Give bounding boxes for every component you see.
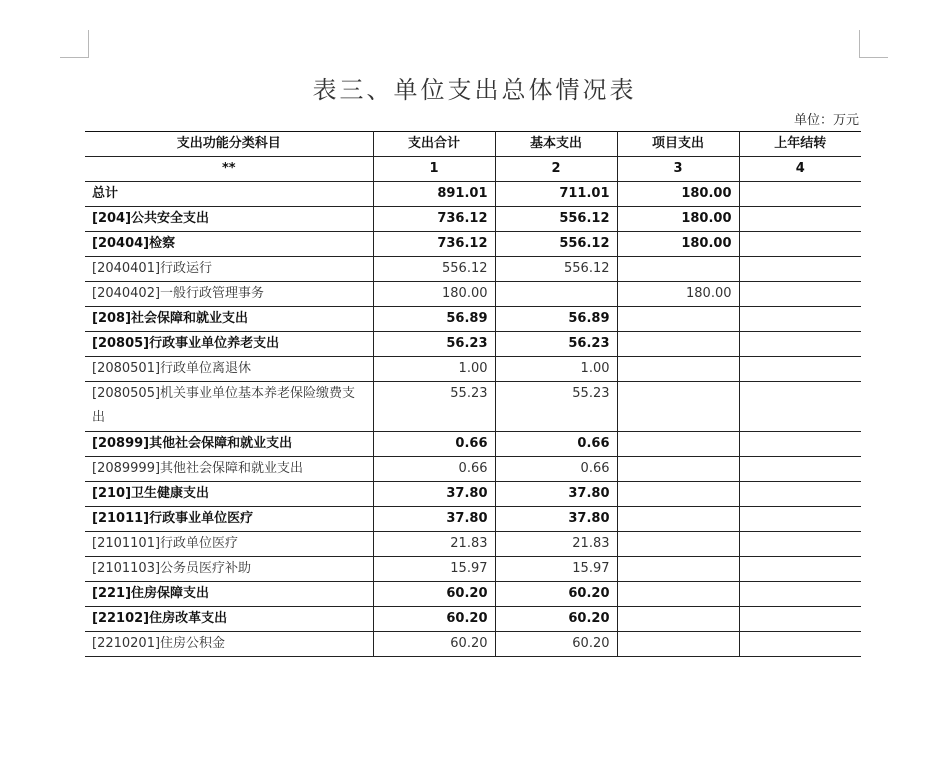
index-cell: 4 (739, 157, 861, 182)
basic-cell (495, 282, 617, 307)
carryover-cell (739, 432, 861, 457)
project-cell: 180.00 (617, 282, 739, 307)
carryover-cell (739, 607, 861, 632)
total-cell: 891.01 (373, 182, 495, 207)
basic-cell: 0.66 (495, 432, 617, 457)
total-cell: 736.12 (373, 232, 495, 257)
expenditure-table (85, 131, 861, 657)
table-row (85, 482, 861, 507)
column-header: 支出功能分类科目 (85, 132, 373, 157)
carryover-cell (739, 382, 861, 432)
basic-cell: 60.20 (495, 607, 617, 632)
category-cell: [20899]其他社会保障和就业支出 (85, 432, 373, 457)
table-row (85, 557, 861, 582)
project-cell (617, 482, 739, 507)
basic-cell: 0.66 (495, 457, 617, 482)
basic-cell: 37.80 (495, 482, 617, 507)
table-row (85, 207, 861, 232)
carryover-cell (739, 332, 861, 357)
index-row (85, 157, 861, 182)
total-cell: 180.00 (373, 282, 495, 307)
total-cell: 736.12 (373, 207, 495, 232)
table-row (85, 182, 861, 207)
total-cell: 60.20 (373, 607, 495, 632)
carryover-cell (739, 482, 861, 507)
project-cell (617, 257, 739, 282)
project-cell: 180.00 (617, 182, 739, 207)
column-header: 项目支出 (617, 132, 739, 157)
project-cell (617, 557, 739, 582)
page-corner-mark-left (88, 30, 89, 58)
total-cell: 56.23 (373, 332, 495, 357)
basic-cell: 60.20 (495, 632, 617, 657)
category-cell: [22102]住房改革支出 (85, 607, 373, 632)
category-cell: [2101103]公务员医疗补助 (85, 557, 373, 582)
category-cell: 总计 (85, 182, 373, 207)
total-cell: 60.20 (373, 582, 495, 607)
table-row (85, 282, 861, 307)
table-row (85, 507, 861, 532)
category-cell: [2210201]住房公积金 (85, 632, 373, 657)
total-cell: 21.83 (373, 532, 495, 557)
table-row (85, 632, 861, 657)
index-cell: 2 (495, 157, 617, 182)
table-row (85, 307, 861, 332)
table-row (85, 607, 861, 632)
total-cell: 0.66 (373, 432, 495, 457)
total-cell: 556.12 (373, 257, 495, 282)
carryover-cell (739, 282, 861, 307)
basic-cell: 556.12 (495, 232, 617, 257)
carryover-cell (739, 507, 861, 532)
total-cell: 37.80 (373, 507, 495, 532)
basic-cell: 1.00 (495, 357, 617, 382)
table-row (85, 382, 861, 432)
total-cell: 0.66 (373, 457, 495, 482)
carryover-cell (739, 307, 861, 332)
basic-cell: 711.01 (495, 182, 617, 207)
basic-cell: 556.12 (495, 207, 617, 232)
project-cell (617, 507, 739, 532)
carryover-cell (739, 182, 861, 207)
total-cell: 37.80 (373, 482, 495, 507)
project-cell (617, 382, 739, 432)
carryover-cell (739, 582, 861, 607)
table-row (85, 232, 861, 257)
total-cell: 1.00 (373, 357, 495, 382)
page-corner-mark-right (859, 57, 888, 58)
carryover-cell (739, 357, 861, 382)
total-cell: 15.97 (373, 557, 495, 582)
column-header: 上年结转 (739, 132, 861, 157)
project-cell: 180.00 (617, 232, 739, 257)
basic-cell: 55.23 (495, 382, 617, 432)
project-cell (617, 332, 739, 357)
total-cell: 60.20 (373, 632, 495, 657)
carryover-cell (739, 257, 861, 282)
basic-cell: 56.23 (495, 332, 617, 357)
carryover-cell (739, 457, 861, 482)
project-cell (617, 632, 739, 657)
carryover-cell (739, 557, 861, 582)
project-cell (617, 307, 739, 332)
total-cell: 55.23 (373, 382, 495, 432)
project-cell (617, 532, 739, 557)
table-row (85, 332, 861, 357)
category-cell: [20805]行政事业单位养老支出 (85, 332, 373, 357)
category-cell: [20404]检察 (85, 232, 373, 257)
basic-cell: 56.89 (495, 307, 617, 332)
carryover-cell (739, 532, 861, 557)
category-cell: [210]卫生健康支出 (85, 482, 373, 507)
category-cell: [221]住房保障支出 (85, 582, 373, 607)
table-row (85, 257, 861, 282)
column-header: 支出合计 (373, 132, 495, 157)
carryover-cell (739, 207, 861, 232)
project-cell (617, 607, 739, 632)
table-row (85, 582, 861, 607)
page-corner-mark-right (859, 30, 860, 58)
basic-cell: 556.12 (495, 257, 617, 282)
column-header: 基本支出 (495, 132, 617, 157)
category-cell: [2089999]其他社会保障和就业支出 (85, 457, 373, 482)
carryover-cell (739, 632, 861, 657)
category-cell: [2040402]一般行政管理事务 (85, 282, 373, 307)
total-cell: 56.89 (373, 307, 495, 332)
page-corner-mark-left (60, 57, 89, 58)
category-cell: [204]公共安全支出 (85, 207, 373, 232)
project-cell: 180.00 (617, 207, 739, 232)
project-cell (617, 582, 739, 607)
unit-label: 单位：万元 (793, 113, 859, 128)
table-row (85, 432, 861, 457)
basic-cell: 37.80 (495, 507, 617, 532)
category-cell: [2101101]行政单位医疗 (85, 532, 373, 557)
project-cell (617, 457, 739, 482)
table-row (85, 457, 861, 482)
carryover-cell (739, 232, 861, 257)
project-cell (617, 357, 739, 382)
table-row (85, 532, 861, 557)
category-cell: [2080505]机关事业单位基本养老保险缴费支出 (85, 382, 373, 432)
index-cell: 1 (373, 157, 495, 182)
basic-cell: 15.97 (495, 557, 617, 582)
basic-cell: 21.83 (495, 532, 617, 557)
page-title: 表三、单位支出总体情况表 (312, 76, 637, 104)
category-cell: [208]社会保障和就业支出 (85, 307, 373, 332)
project-cell (617, 432, 739, 457)
category-cell: [2040401]行政运行 (85, 257, 373, 282)
basic-cell: 60.20 (495, 582, 617, 607)
category-cell: [21011]行政事业单位医疗 (85, 507, 373, 532)
header-row (85, 132, 861, 157)
index-cell: ** (85, 157, 373, 182)
table-row (85, 357, 861, 382)
category-cell: [2080501]行政单位离退休 (85, 357, 373, 382)
index-cell: 3 (617, 157, 739, 182)
